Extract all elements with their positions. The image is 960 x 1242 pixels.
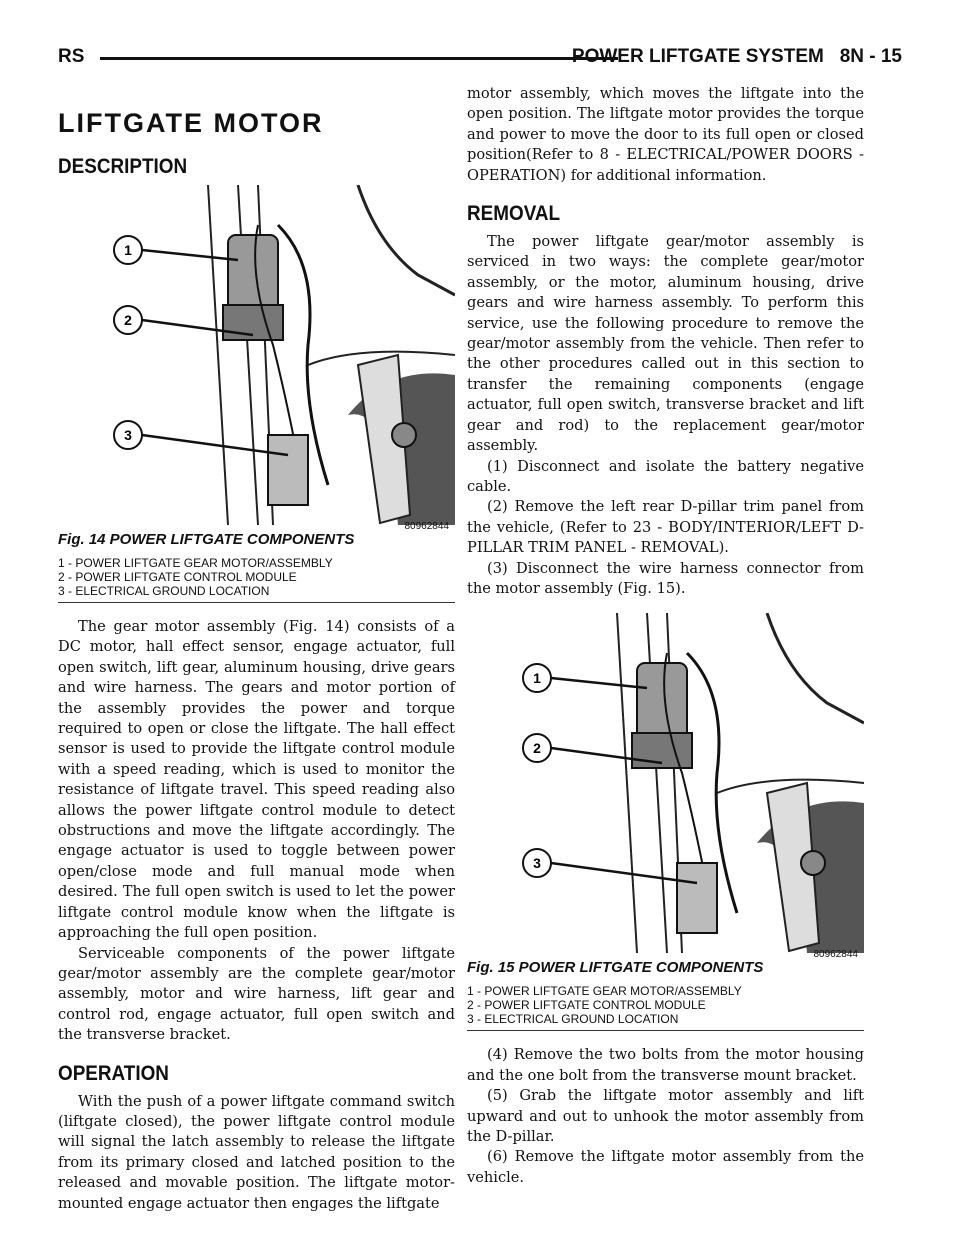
figure-15-title: Fig. 15 POWER LIFTGATE COMPONENTS: [467, 959, 764, 977]
removal-intro: The power liftgate gear/motor assembly is serviced in two ways: the complete gear/motor assembly, or the motor, aluminum housing, drive gears and wire harness assembly. To perform this service, use the following procedure to remove the gear/motor assembly from the vehicle. Then refer to the other procedures called out in this section to transfer the remaining components (engage actuator, full open switch, transverse bracket and lift gear and rod) to the replacement gear/motor assembly.: [467, 233, 864, 455]
legend-item: 3 - ELECTRICAL GROUND LOCATION: [467, 1012, 679, 1027]
page-title: LIFTGATE MOTOR: [58, 108, 324, 138]
removal-step: (3) Disconnect the wire harness connector from the motor assembly (Fig. 15).: [467, 559, 864, 597]
header-rule: [100, 57, 618, 60]
callout-2-label: 2: [124, 312, 132, 328]
removal-heading: REMOVAL: [467, 202, 561, 226]
removal-step: (6) Remove the liftgate motor assembly from the vehicle.: [467, 1148, 864, 1186]
removal-step: (1) Disconnect and isolate the battery negative cable.: [467, 457, 864, 495]
legend-item: 2 - POWER LIFTGATE CONTROL MODULE: [58, 570, 297, 584]
callout-1-label: 1: [533, 670, 541, 687]
figure-14-title: Fig. 14 POWER LIFTGATE COMPONENTS: [58, 531, 355, 548]
callout-3-label: 3: [533, 855, 541, 872]
figure-15-legend: [467, 984, 864, 1026]
description-heading: DESCRIPTION: [58, 155, 188, 178]
operation-heading: OPERATION: [58, 1061, 169, 1085]
legend-item: 3 - ELECTRICAL GROUND LOCATION: [58, 584, 270, 598]
callout-3-label: 3: [124, 427, 132, 443]
removal-step: (4) Remove the two bolts from the motor housing and the one bolt from the transverse mount bracket.: [467, 1046, 864, 1084]
legend-item: 1 - POWER LIFTGATE GEAR MOTOR/ASSEMBLY: [467, 984, 742, 999]
operation-paragraph: With the push of a power liftgate command switch (liftgate closed), the power liftgate control module will signal the latch assembly to release the liftgate from its primary closed and latched position to the released and movable position. The liftgate motor-mounted engage actuator then engages the liftgate: [58, 1092, 455, 1212]
left-column: [58, 108, 455, 1214]
figure-14-legend: [58, 556, 455, 598]
header-page-number: 8N - 15: [839, 46, 902, 67]
header-section: RS: [58, 46, 85, 67]
right-column: [467, 84, 864, 1188]
legend-item: 2 - POWER LIFTGATE CONTROL MODULE: [467, 998, 706, 1013]
figure-14-code: 80962844: [404, 521, 449, 532]
figure-15: [467, 613, 864, 1031]
description-paragraph-2: Serviceable components of the power liftgate gear/motor assembly are the complete gear/motor assembly, motor and wire harness, lift gear and control rod, engage actuator, full open switch and the transverse bracket.: [58, 944, 455, 1044]
callout-1-label: 1: [124, 242, 132, 258]
operation-paragraph-continued: motor assembly, which moves the liftgate into the open position. The liftgate motor provides the torque and power to move the door to its full open or closed position(Refer to 8 - ELECTRICAL/POWER DOORS - OPERATION) for additional information.: [467, 85, 864, 184]
description-paragraph-1: The gear motor assembly (Fig. 14) consists of a DC motor, hall effect sensor, engage actuator, full open switch, lift gear, aluminum housing, drive gears and wire harness. The gears and motor portion of the assembly provides the power and torque required to open or close the liftgate. The hall effect sensor is used to provide the liftgate control module with a speed reading, which is used to monitor the resistance of liftgate travel. This speed reading also allows the power liftgate control module to detect obstructions and move the liftgate accordingly. The engage actuator is used to toggle between power open/close mode and full manual mode when desired. The full open switch is used to let the power liftgate control module know when the liftgate is approaching the full open position.: [58, 618, 455, 942]
header-title-page: [572, 46, 902, 68]
figure-15-code: 80962844: [813, 949, 858, 961]
callout-2-label: 2: [533, 740, 541, 757]
removal-step: (5) Grab the liftgate motor assembly and lift upward and out to unhook the motor assembly from the D-pillar.: [467, 1087, 864, 1145]
header-title: POWER LIFTGATE SYSTEM: [571, 46, 824, 67]
figure-14-illustration: [58, 185, 455, 535]
figure-15-illustration: [467, 613, 864, 963]
removal-step: (2) Remove the left rear D-pillar trim panel from the vehicle, (Refer to 23 - BODY/INTERIOR/LEFT D-PILLAR TRIM PANEL - REMOVAL).: [467, 498, 864, 557]
figure-14: [58, 185, 455, 603]
legend-item: 1 - POWER LIFTGATE GEAR MOTOR/ASSEMBLY: [58, 556, 333, 570]
